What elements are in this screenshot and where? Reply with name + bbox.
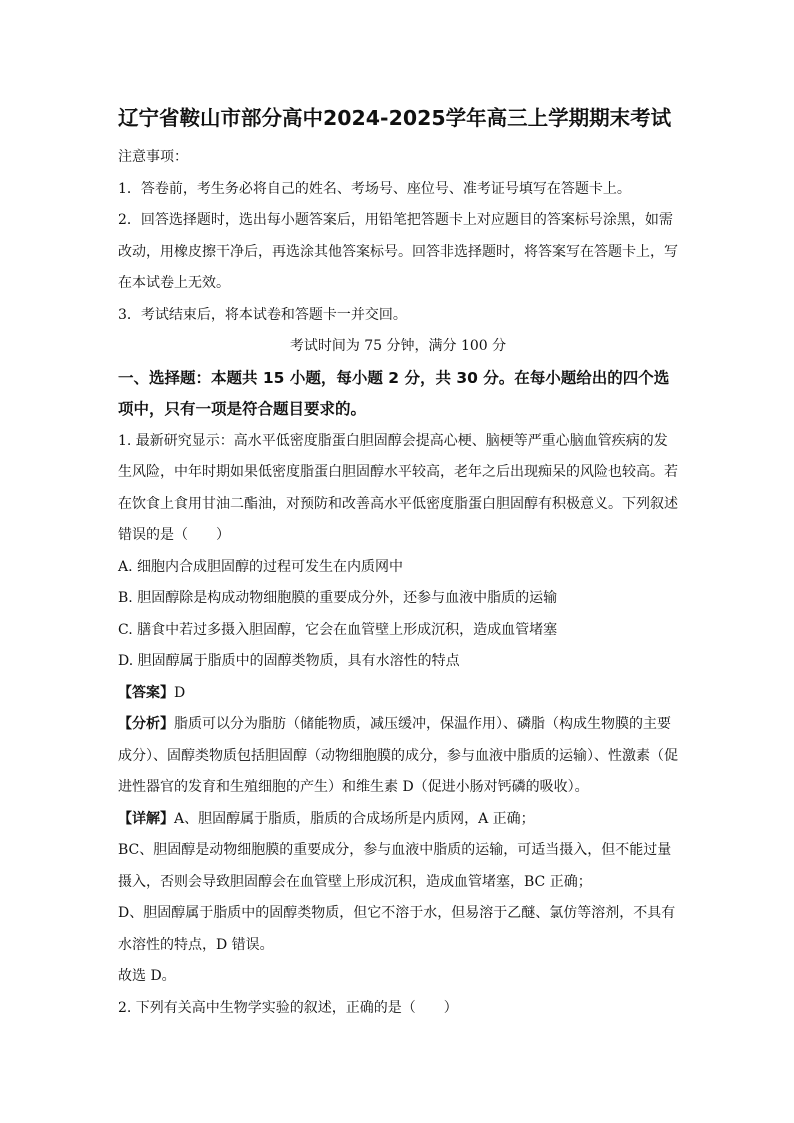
detail-text-1: A、胆固醇属于脂质，脂质的合成场所是内质网，A 正确； xyxy=(174,810,535,827)
answer-line xyxy=(118,678,678,710)
notice-item-3: 3．考试结束后，将本试卷和答题卡一并交回。 xyxy=(118,306,407,323)
answer-tag: 【答案】 xyxy=(118,684,174,701)
analysis-tag: 【分析】 xyxy=(118,716,174,732)
detail-tag: 【详解】 xyxy=(118,810,174,827)
question-2-stem: 2. 下列有关高中生物学实验的叙述，正确的是（ ） xyxy=(118,999,458,1016)
notice-item-2: 2．回答选择题时，选出每小题答案后，用铅笔把答题卡上对应题目的答案标号涂黑，如需改动，用橡皮擦干净后，再选涂其他答案标号。回答非选择题时，将答案写在答题卡上，写在本试卷上无效。 xyxy=(118,212,678,291)
section-heading: 一、选择题：本题共 15 小题，每小题 2 分，共 30 分。在每小题给出的四个选项中，只有一项是符合题目要求的。 xyxy=(118,368,670,418)
conclusion-line: 故选 D。 xyxy=(118,968,176,984)
detail-paragraph-2: BC、胆固醇是动物细胞膜的重要成分，参与血液中脂质的运输，可适当摄入，但不能过量摄入，否则会导致胆固醇会在血管壁上形成沉积，造成血管堵塞，BC 正确； xyxy=(118,842,672,890)
analysis-text: 脂质可以分为脂肪（储能物质，减压缓冲，保温作用）、磷脂（构成生物膜的主要成分）、固醇类物质包括胆固醇（动物细胞膜的成分，参与血液中脂质的运输）、性激素（促进性器官的发育和生殖细胞的产生）和维生素 D（促进小肠对钙磷的吸收）。 xyxy=(118,716,678,795)
analysis-paragraph xyxy=(118,709,678,804)
exam-title: 辽宁省鞍山市部分高中2024-2025学年高三上学期期末考试 xyxy=(118,106,672,130)
question-1-option-a: A. 细胞内合成胆固醇的过程可发生在内质网中 xyxy=(118,558,404,575)
exam-page xyxy=(118,104,678,1024)
question-1-option-c: C. 膳食中若过多摄入胆固醇，它会在血管壁上形成沉积，造成血管堵塞 xyxy=(118,621,558,638)
answer-value: D xyxy=(174,684,186,701)
question-1-option-b: B. 胆固醇除是构成动物细胞膜的重要成分外，还参与血液中脂质的运输 xyxy=(118,590,558,606)
notice-heading: 注意事项： xyxy=(118,149,188,165)
exam-time-info: 考试时间为 75 分钟，满分 100 分 xyxy=(289,338,507,354)
detail-paragraph-1 xyxy=(118,804,678,836)
question-1-stem: 1. 最新研究显示：高水平低密度脂蛋白胆固醇会提高心梗、脑梗等严重心脑血管疾病的发生风险，中年时期如果低密度脂蛋白胆固醇水平较高，老年之后出现痴呆的风险也较高。若在饮食上食用甘油二酯油，对预防和改善高水平低密度脂蛋白胆固醇有积极意义。下列叙述错误的是（ ） xyxy=(118,432,678,543)
notice-item-1: 1．答卷前，考生务必将自己的姓名、考场号、座位号、准考证号填写在答题卡上。 xyxy=(118,180,631,197)
question-1-option-d: D. 胆固醇属于脂质中的固醇类物质，具有水溶性的特点 xyxy=(118,653,460,669)
detail-paragraph-3: D、胆固醇属于脂质中的固醇类物质，但它不溶于水，但易溶于乙醚、氯仿等溶剂，不具有水溶性的特点，D 错误。 xyxy=(118,905,676,953)
